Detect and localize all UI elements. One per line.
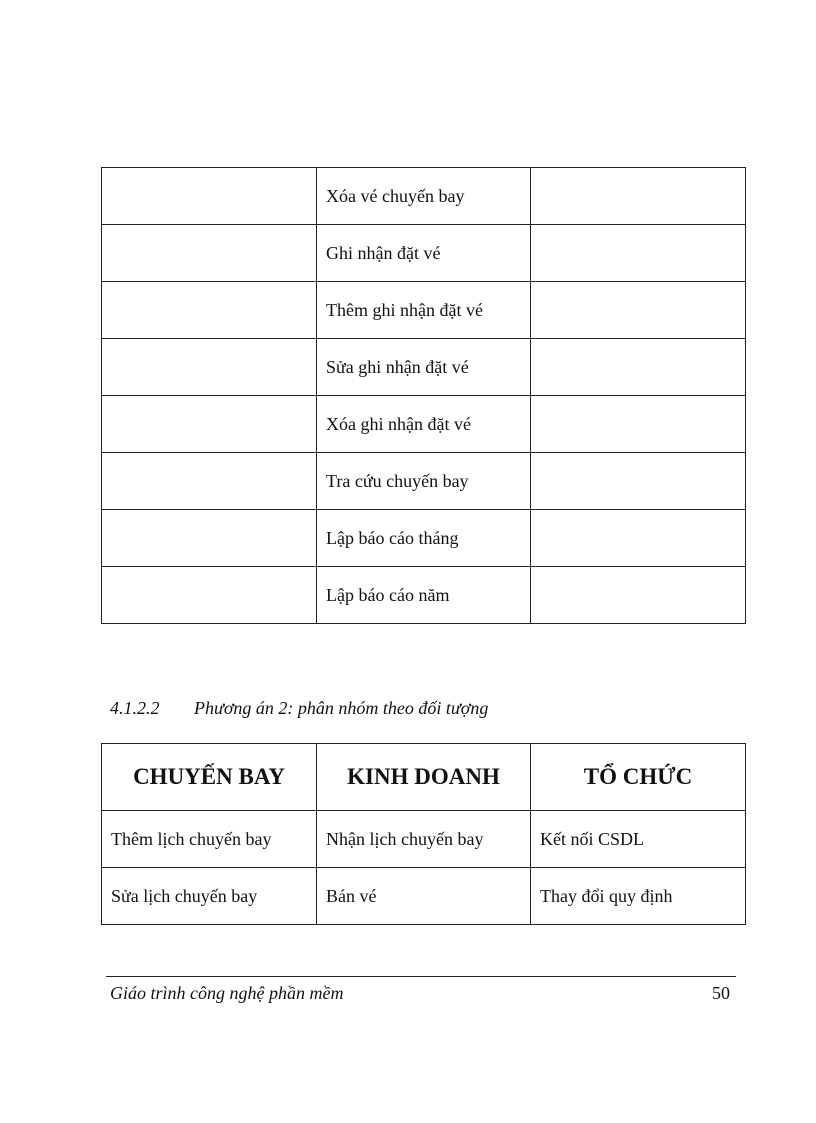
table-header-row <box>102 744 746 811</box>
table-cell: Thay đổi quy định <box>531 868 746 925</box>
table-cell <box>531 339 746 396</box>
grouping-table <box>101 743 746 925</box>
section-number: 4.1.2.2 <box>110 698 160 718</box>
table-cell <box>531 453 746 510</box>
table-cell: Thêm lịch chuyến bay <box>102 811 317 868</box>
table-cell: Nhận lịch chuyến bay <box>317 811 531 868</box>
table-cell: Sửa ghi nhận đặt vé <box>317 339 531 396</box>
table-row <box>102 510 746 567</box>
table-cell <box>102 282 317 339</box>
table-row <box>102 225 746 282</box>
page-number: 50 <box>712 983 730 1003</box>
table-cell <box>102 225 317 282</box>
table-row <box>102 453 746 510</box>
table-cell <box>102 453 317 510</box>
table-row <box>102 339 746 396</box>
footer-divider <box>106 976 736 977</box>
table-cell: Xóa vé chuyến bay <box>317 168 531 225</box>
table-cell <box>102 396 317 453</box>
table-row <box>102 396 746 453</box>
column-header: CHUYẾN BAY <box>102 744 317 811</box>
table-cell <box>102 339 317 396</box>
table-cell <box>531 510 746 567</box>
function-table-part1 <box>101 167 746 624</box>
table-cell: Lập báo cáo tháng <box>317 510 531 567</box>
table-cell: Ghi nhận đặt vé <box>317 225 531 282</box>
table-cell: Lập báo cáo năm <box>317 567 531 624</box>
table-cell <box>531 567 746 624</box>
table-cell: Xóa ghi nhận đặt vé <box>317 396 531 453</box>
table-cell: Kết nối CSDL <box>531 811 746 868</box>
table-cell <box>102 567 317 624</box>
column-header: KINH DOANH <box>317 744 531 811</box>
table-row <box>102 868 746 925</box>
table-cell <box>531 396 746 453</box>
table-cell <box>102 510 317 567</box>
table-row <box>102 282 746 339</box>
table-cell: Thêm ghi nhận đặt vé <box>317 282 531 339</box>
table-cell: Tra cứu chuyến bay <box>317 453 531 510</box>
table-cell <box>531 168 746 225</box>
table-row <box>102 811 746 868</box>
table-cell: Bán vé <box>317 868 531 925</box>
table-cell <box>531 282 746 339</box>
table-cell <box>531 225 746 282</box>
section-title: Phương án 2: phân nhóm theo đối tượng <box>194 698 489 718</box>
table-cell: Sửa lịch chuyến bay <box>102 868 317 925</box>
table-cell <box>102 168 317 225</box>
footer-title: Giáo trình công nghệ phần mềm <box>110 983 344 1003</box>
table-row <box>102 168 746 225</box>
column-header: TỔ CHỨC <box>531 744 746 811</box>
table-row <box>102 567 746 624</box>
section-heading <box>110 698 488 719</box>
